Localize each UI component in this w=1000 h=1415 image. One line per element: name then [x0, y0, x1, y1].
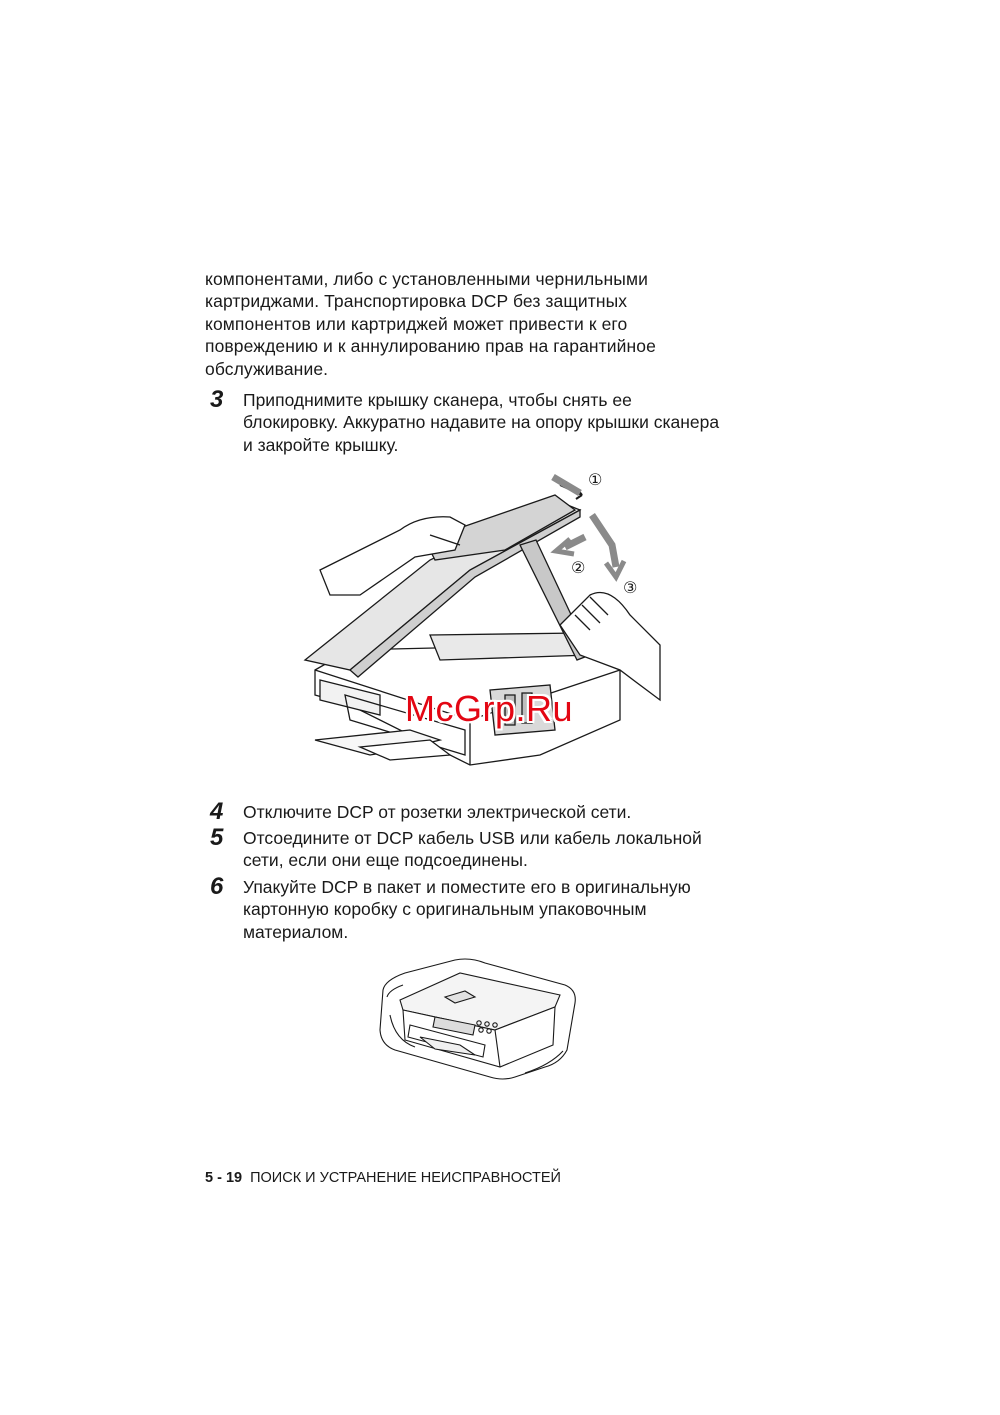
step-line: Отключите DCP от розетки электрической сети.: [243, 802, 632, 822]
intro-line: картриджами. Транспортировка DCP без защитных: [205, 291, 628, 312]
step-line: сети, если они еще подсоединены.: [243, 850, 528, 871]
intro-line: компонентами, либо с установленными чернильными: [205, 269, 648, 289]
step-number: 5: [210, 824, 224, 851]
step-line: Отсоедините от DCP кабель USB или кабель локальной: [243, 828, 702, 848]
step-line: Упакуйте DCP в пакет и поместите его в оригинальную: [243, 877, 691, 897]
step-line: материалом.: [243, 921, 349, 942]
step-line: блокировку. Аккуратно надавите на опору крышки сканера: [243, 412, 720, 433]
scanner-cover-illustration: [290, 455, 670, 785]
step-number: 3: [210, 386, 224, 413]
step-text: [243, 389, 719, 456]
callout-3: ③: [623, 578, 638, 597]
intro-line: обслуживание.: [205, 358, 329, 379]
step-number: 4: [210, 798, 224, 825]
intro-line: компонентов или картриджей может привести к его: [205, 313, 628, 334]
page-number: 5 - 19: [205, 1170, 243, 1186]
intro-line: повреждению и к аннулированию прав на гарантийное: [205, 336, 656, 357]
callout-2: ②: [571, 558, 586, 577]
section-title: ПОИСК И УСТРАНЕНИЕ НЕИСПРАВНОСТЕЙ: [250, 1170, 561, 1186]
step-number: 6: [210, 873, 224, 900]
step-line: Приподнимите крышку сканера, чтобы снять ее: [243, 390, 632, 410]
step-text: [243, 876, 691, 943]
step-text: [243, 801, 631, 823]
step-line: и закройте крышку.: [243, 434, 399, 455]
packed-dcp-illustration: [375, 955, 585, 1085]
page-footer: [205, 1170, 561, 1186]
watermark: McGrp.Ru: [405, 688, 574, 729]
step-line: картонную коробку с оригинальным упаковочным: [243, 899, 647, 920]
step-text: [243, 827, 702, 872]
callout-1: ①: [588, 470, 603, 489]
intro-paragraph: [205, 268, 765, 380]
